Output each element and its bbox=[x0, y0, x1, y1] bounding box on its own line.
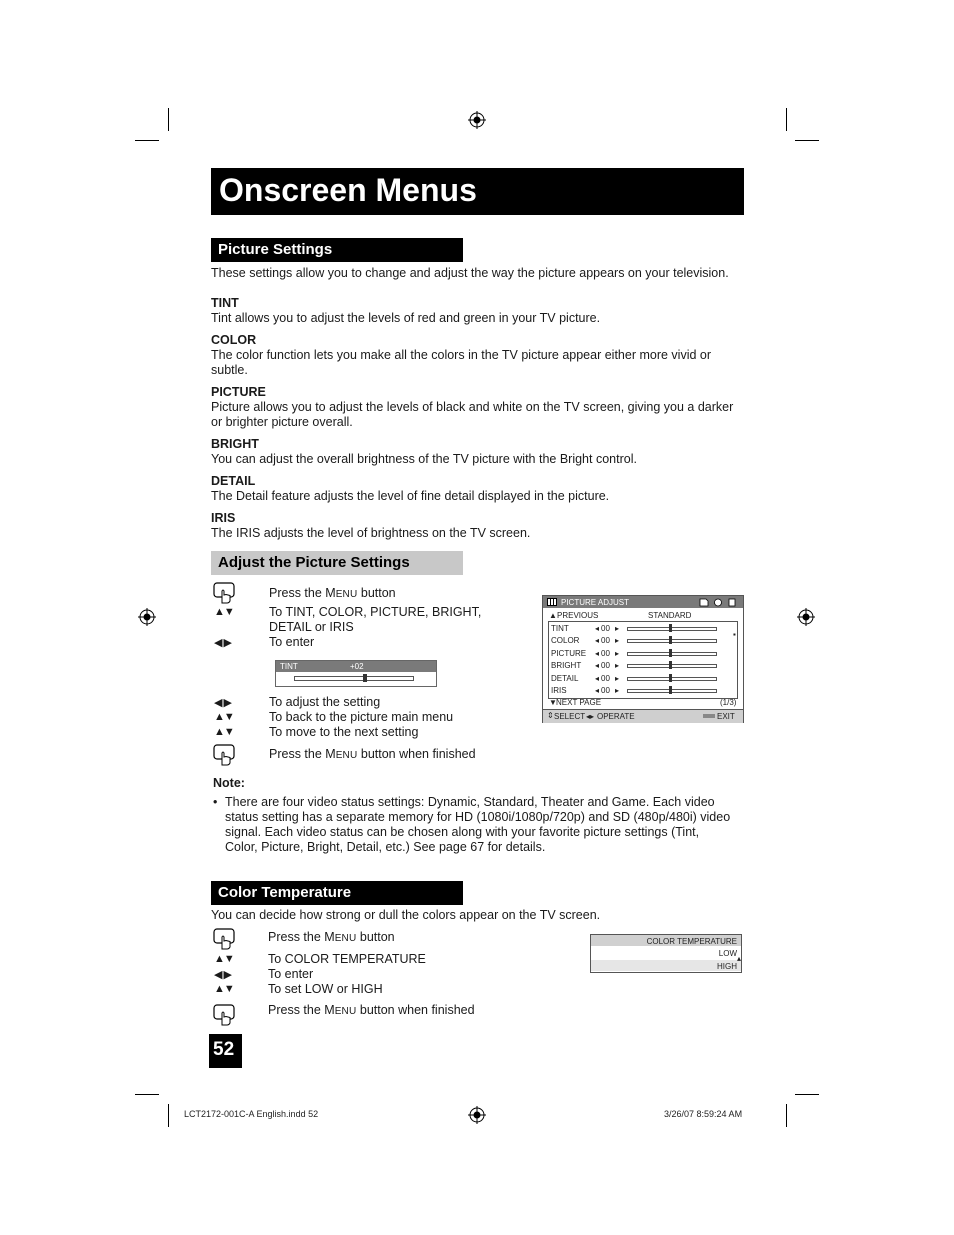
osd-footer-exit: EXIT bbox=[717, 712, 735, 721]
osd-footer-operate: OPERATE bbox=[597, 712, 635, 721]
picture-settings-intro: These settings allow you to change and adjust the way the picture appears on your television. bbox=[211, 266, 729, 280]
adjust-step-adjust: To adjust the setting bbox=[269, 695, 381, 709]
crop-mark bbox=[135, 140, 159, 141]
updown-arrow-icon: ▲▼ bbox=[214, 606, 234, 618]
osd-left-arrow-icon: ◂ bbox=[595, 624, 600, 633]
osd-right-arrow-icon: ▸ bbox=[615, 661, 620, 671]
color-temp-step-press-menu: Press the MENU button bbox=[268, 930, 395, 944]
tint-adjust-bar bbox=[275, 660, 437, 687]
osd-row-knob bbox=[669, 686, 672, 694]
menu-icon bbox=[547, 598, 557, 606]
osd-left-arrow-icon: ◂ bbox=[595, 661, 600, 671]
desc-picture: or brighter picture overall. bbox=[211, 415, 353, 429]
osd-row-knob bbox=[669, 661, 672, 669]
tint-bar-knob bbox=[363, 674, 367, 682]
osd-left-arrow-icon: ◂ bbox=[595, 648, 600, 658]
osd-right-arrow-icon: ▸ bbox=[615, 686, 620, 695]
osd-row-iris[interactable] bbox=[549, 685, 735, 697]
note-line: signal. Each video status can be chosen along with your favorite picture settings (Tint, bbox=[225, 825, 700, 839]
updown-arrow-icon: ▲▼ bbox=[214, 711, 234, 723]
osd-right-arrow-icon: ▸ bbox=[615, 673, 620, 683]
cursor-icon: ▴ bbox=[737, 954, 742, 963]
osd-row-knob bbox=[669, 636, 672, 644]
tint-bar-label: TINT bbox=[280, 662, 298, 671]
osd-row-value: 00 bbox=[601, 661, 610, 671]
osd-operate-icon: ◂▸ bbox=[586, 712, 595, 721]
osd-row-label: TINT bbox=[551, 624, 569, 633]
crop-mark bbox=[168, 1104, 169, 1127]
adjust-step-press-menu: Press the MENU button bbox=[269, 586, 396, 600]
adjust-step-finish: Press the MENU button when finished bbox=[269, 747, 476, 761]
osd-row-value: 00 bbox=[601, 648, 610, 658]
osd-row-color[interactable] bbox=[549, 635, 735, 647]
note-line: status setting has a separate memory for HD (1080i/1080p/720p) and SD (480p/480i) video bbox=[225, 810, 731, 824]
color-temp-step-set: To set LOW or HIGH bbox=[268, 982, 383, 996]
osd-row-value: 00 bbox=[601, 624, 610, 633]
color-temp-osd bbox=[590, 934, 742, 973]
desc-bright: You can adjust the overall brightness of the TV picture with the Bright control. bbox=[211, 452, 637, 466]
color-temp-step-finish: Press the MENU button when finished bbox=[268, 1003, 475, 1017]
section-heading-adjust: Adjust the Picture Settings bbox=[211, 551, 463, 575]
crop-mark bbox=[786, 108, 787, 131]
adjust-step-next: To move to the next setting bbox=[269, 725, 419, 739]
color-temp-osd-title: COLOR TEMPERATURE bbox=[646, 937, 737, 946]
osd-footer-select: SELECT bbox=[554, 712, 586, 721]
osd-left-arrow-icon: ◂ bbox=[595, 673, 600, 683]
term-iris: IRIS bbox=[211, 511, 236, 525]
color-temp-option-low: LOW bbox=[718, 949, 737, 958]
osd-row-value: 00 bbox=[601, 673, 610, 683]
osd-row-value: 00 bbox=[601, 636, 610, 646]
color-temp-option-high: HIGH bbox=[717, 962, 737, 971]
osd-next-page: NEXT PAGE bbox=[556, 698, 602, 707]
leftright-arrow-icon: ◀ ▶ bbox=[214, 637, 231, 649]
osd-row-track bbox=[627, 652, 717, 656]
desc-picture: Picture allows you to adjust the levels of black and white on the TV screen, giving you a darker bbox=[211, 400, 734, 414]
leftright-arrow-icon: ◀ ▶ bbox=[214, 697, 231, 709]
osd-row-label: DETAIL bbox=[551, 673, 579, 683]
registration-mark-icon bbox=[467, 1105, 487, 1125]
osd-row-value: 00 bbox=[601, 686, 610, 695]
osd-right-arrow-icon: ▸ bbox=[615, 624, 620, 633]
color-temp-step-select: To COLOR TEMPERATURE bbox=[268, 952, 426, 966]
section-heading-picture-settings: Picture Settings bbox=[211, 238, 463, 262]
osd-row-tint[interactable] bbox=[549, 623, 735, 635]
osd-row-label: IRIS bbox=[551, 686, 567, 695]
tint-bar-track bbox=[294, 676, 414, 681]
page-title: Onscreen Menus bbox=[219, 172, 477, 208]
desc-color: subtle. bbox=[211, 363, 248, 377]
osd-next-arrow-icon: ▼ bbox=[549, 698, 557, 707]
page-number-box bbox=[209, 1034, 242, 1068]
osd-row-knob bbox=[669, 674, 672, 682]
osd-row-label: PICTURE bbox=[551, 648, 587, 658]
note-bullet: • bbox=[213, 795, 218, 809]
term-bright: BRIGHT bbox=[211, 437, 259, 451]
term-color: COLOR bbox=[211, 333, 257, 347]
updown-arrow-icon: ▲▼ bbox=[214, 983, 234, 995]
osd-status-icons bbox=[699, 598, 739, 607]
adjust-step-back: To back to the picture main menu bbox=[269, 710, 454, 724]
osd-row-knob bbox=[669, 624, 672, 632]
section-heading-color-temperature: Color Temperature bbox=[211, 881, 463, 905]
color-temp-step-enter: To enter bbox=[268, 967, 314, 981]
menu-button-hand-icon bbox=[213, 928, 235, 950]
osd-row-knob bbox=[669, 649, 672, 657]
osd-select-icon: ⇕ bbox=[547, 711, 554, 720]
footer-file: LCT2172-001C-A English.indd 52 bbox=[184, 1109, 319, 1119]
adjust-step-select-item: DETAIL or IRIS bbox=[269, 620, 354, 634]
menu-button-hand-icon bbox=[213, 1004, 235, 1026]
leftright-arrow-icon: ◀ ▶ bbox=[214, 969, 231, 981]
term-tint: TINT bbox=[211, 296, 239, 310]
crop-mark bbox=[135, 1094, 159, 1095]
osd-page-indicator: (1/3) bbox=[720, 698, 737, 707]
osd-left-arrow-icon: ◂ bbox=[595, 636, 600, 646]
updown-arrow-icon: ▲▼ bbox=[214, 953, 234, 965]
crop-mark bbox=[168, 108, 169, 131]
adjust-step-enter: To enter bbox=[269, 635, 315, 649]
osd-row-label: BRIGHT bbox=[551, 661, 582, 671]
osd-row-track bbox=[627, 664, 717, 668]
color-temp-intro: You can decide how strong or dull the colors appear on the TV screen. bbox=[211, 908, 601, 922]
osd-mode: STANDARD bbox=[648, 611, 692, 620]
osd-row-bright[interactable] bbox=[549, 660, 735, 672]
registration-mark-icon bbox=[796, 607, 816, 627]
cursor-icon: ▪ bbox=[733, 630, 736, 639]
menu-button-hand-icon bbox=[213, 582, 235, 604]
picture-adjust-osd bbox=[542, 595, 744, 723]
osd-row-label: COLOR bbox=[551, 636, 580, 646]
osd-previous: PREVIOUS bbox=[557, 611, 599, 620]
updown-arrow-icon: ▲▼ bbox=[214, 726, 234, 738]
menu-key-icon bbox=[703, 714, 715, 718]
tint-bar-value: +02 bbox=[350, 662, 364, 671]
note-heading: Note: bbox=[213, 776, 245, 790]
crop-mark bbox=[795, 140, 819, 141]
note-line: Color, Picture, Bright, Detail, etc.) See page 67 for details. bbox=[225, 840, 546, 854]
note-line: There are four video status settings: Dynamic, Standard, Theater and Game. Each video bbox=[225, 795, 715, 809]
osd-previous-arrow-icon: ▲ bbox=[549, 611, 557, 620]
osd-right-arrow-icon: ▸ bbox=[615, 648, 620, 658]
osd-row-picture[interactable] bbox=[549, 648, 735, 660]
registration-mark-icon bbox=[137, 607, 157, 627]
registration-mark-icon bbox=[467, 110, 487, 130]
page-title-bar bbox=[211, 168, 744, 215]
osd-left-arrow-icon: ◂ bbox=[595, 686, 600, 695]
footer-date: 3/26/07 8:59:24 AM bbox=[664, 1109, 743, 1119]
menu-button-hand-icon bbox=[213, 744, 235, 766]
osd-row-track bbox=[627, 689, 717, 693]
desc-color: The color function lets you make all the colors in the TV picture appear either more vivid or bbox=[211, 348, 712, 362]
desc-tint: Tint allows you to adjust the levels of red and green in your TV picture. bbox=[211, 311, 601, 325]
osd-row-track bbox=[627, 677, 717, 681]
desc-detail: The Detail feature adjusts the level of fine detail displayed in the picture. bbox=[211, 489, 610, 503]
adjust-step-select-item: To TINT, COLOR, PICTURE, BRIGHT, bbox=[269, 605, 482, 619]
osd-row-detail[interactable] bbox=[549, 673, 735, 685]
desc-iris: The IRIS adjusts the level of brightness on the TV screen. bbox=[211, 526, 531, 540]
crop-mark bbox=[795, 1094, 819, 1095]
osd-row-track bbox=[627, 639, 717, 643]
crop-mark bbox=[786, 1104, 787, 1127]
term-detail: DETAIL bbox=[211, 474, 256, 488]
osd-row-track bbox=[627, 627, 717, 631]
page-number: 52 bbox=[213, 1039, 235, 1060]
osd-right-arrow-icon: ▸ bbox=[615, 636, 620, 646]
osd-title: PICTURE ADJUST bbox=[561, 598, 630, 607]
term-picture: PICTURE bbox=[211, 385, 266, 399]
